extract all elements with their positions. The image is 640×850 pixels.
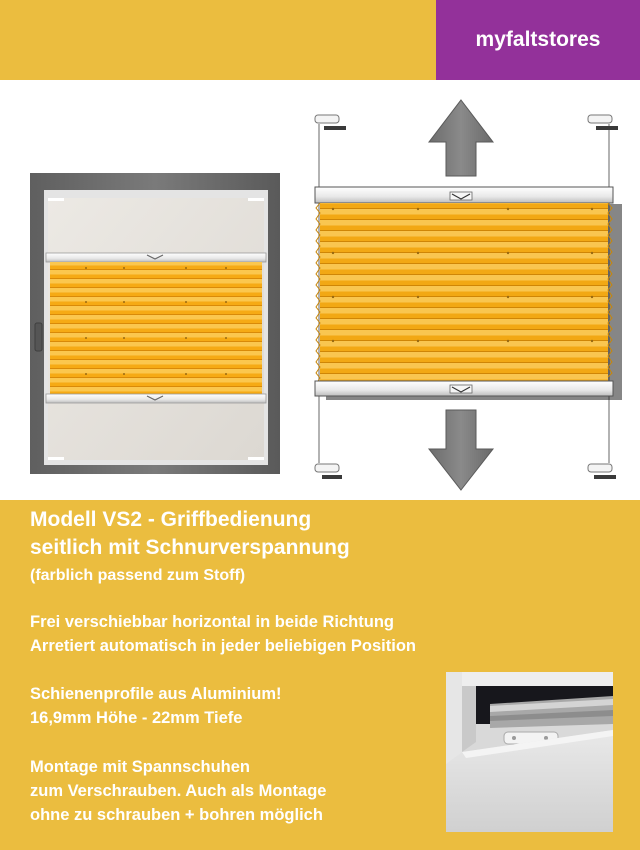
product-illustration — [0, 80, 640, 500]
arrow-down-icon — [429, 410, 493, 490]
feature-movement-line-1: Frei verschiebbar horizontal in beide Richtung — [30, 613, 394, 631]
feature-rail — [30, 682, 282, 730]
feature-mounting — [30, 755, 326, 827]
mounting-photo — [446, 672, 613, 832]
arrow-up-icon — [429, 100, 493, 176]
feature-mounting-line-2: zum Verschrauben. Auch als Montage — [30, 782, 327, 800]
feature-mounting-line-3: ohne zu schrauben + bohren möglich — [30, 806, 323, 824]
feature-mounting-line-1: Montage mit Spannschuhen — [30, 758, 251, 776]
window-mockup — [30, 173, 280, 474]
brand-name: myfaltstores — [475, 28, 601, 51]
product-title — [30, 506, 350, 562]
brand-logo[interactable] — [436, 0, 640, 80]
product-title-line-2: seitlich mit Schnurverspannung — [30, 536, 350, 559]
product-title-line-1: Modell VS2 - Griffbedienung — [30, 508, 312, 531]
feature-rail-line-2: 16,9mm Höhe - 22mm Tiefe — [30, 709, 243, 727]
feature-rail-line-1: Schienenprofile aus Aluminium! — [30, 685, 282, 703]
feature-movement-line-2: Arretiert automatisch in jeder beliebigen Position — [30, 637, 416, 655]
feature-movement — [30, 610, 416, 658]
product-subtitle: (farblich passend zum Stoff) — [30, 567, 246, 584]
